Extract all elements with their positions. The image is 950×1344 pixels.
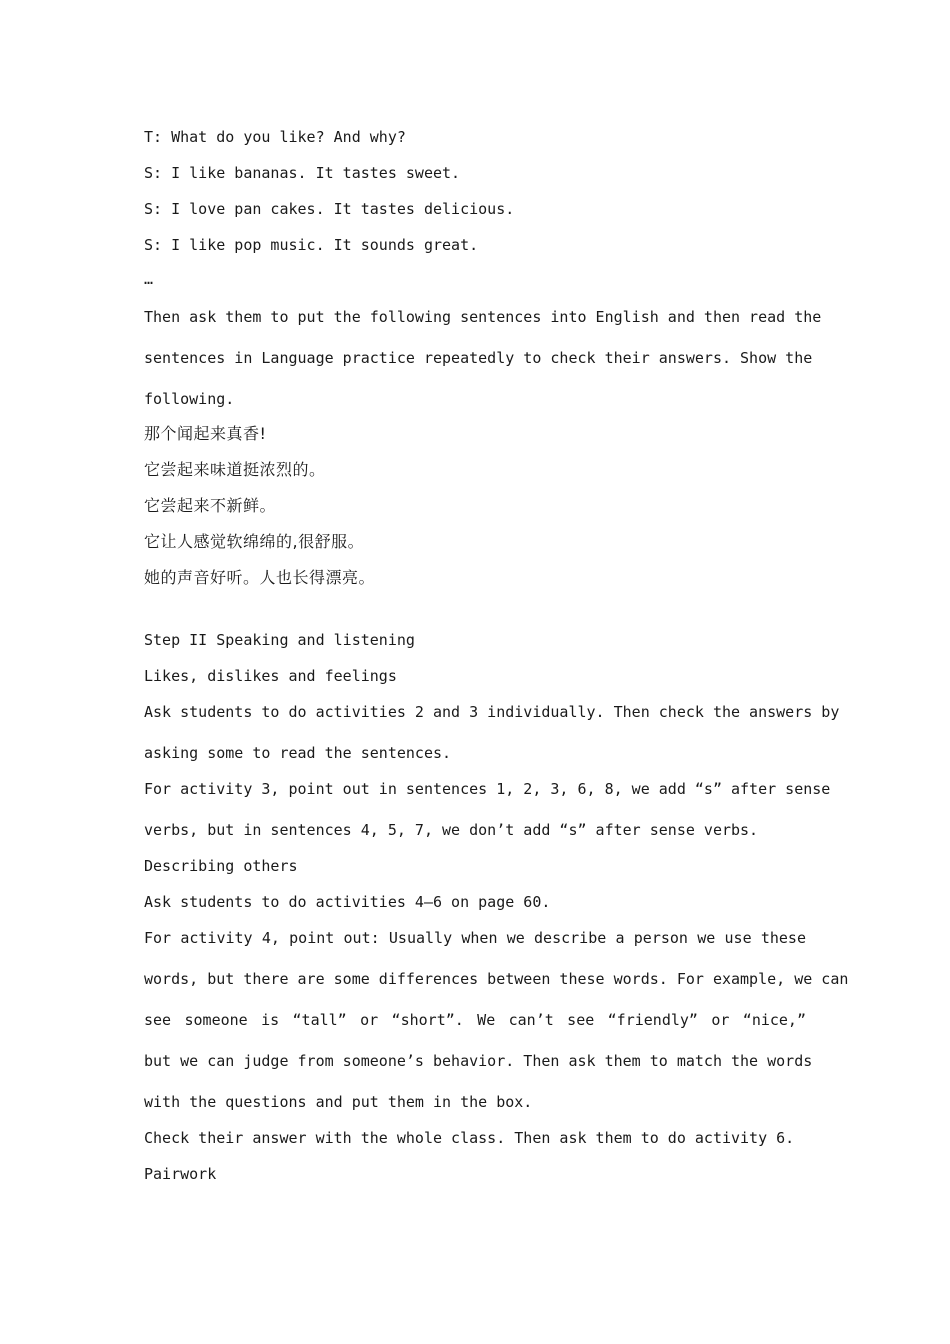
chinese-sentence: 她的声音好听。人也长得漂亮。 bbox=[144, 568, 376, 587]
paragraph-line: following. bbox=[144, 390, 235, 408]
subheading: Likes, dislikes and feelings bbox=[144, 667, 397, 685]
subheading: Describing others bbox=[144, 857, 298, 875]
ellipsis-line: … bbox=[144, 270, 154, 288]
paragraph-line: see someone is “tall” or “short”. We can’t see “friendly” or “nice,” bbox=[144, 1011, 806, 1029]
chinese-sentence: 它尝起来不新鲜。 bbox=[144, 496, 277, 515]
paragraph-line: words, but there are some differences between these words. For example, we can bbox=[144, 970, 849, 988]
paragraph-line: Ask students to do activities 2 and 3 individually. Then check the answers by bbox=[144, 703, 840, 721]
subheading: Pairwork bbox=[144, 1165, 217, 1183]
paragraph-line: verbs, but in sentences 4, 5, 7, we don’t add “s” after sense verbs. bbox=[144, 821, 759, 839]
chinese-sentence: 它让人感觉软绵绵的,很舒服。 bbox=[144, 532, 365, 551]
paragraph-line: Ask students to do activities 4—6 on page 60. bbox=[144, 893, 551, 911]
paragraph-line: For activity 3, point out in sentences 1, 2, 3, 6, 8, we add “s” after sense bbox=[144, 780, 831, 798]
paragraph-line: Check their answer with the whole class. Then ask them to do activity 6. bbox=[144, 1129, 795, 1147]
chinese-sentence: 那个闻起来真香! bbox=[144, 424, 267, 443]
section-heading: Step II Speaking and listening bbox=[144, 631, 415, 649]
paragraph-line: Then ask them to put the following sentences into English and then read the bbox=[144, 308, 822, 326]
paragraph-line: sentences in Language practice repeatedly to check their answers. Show the bbox=[144, 349, 813, 367]
paragraph-line: asking some to read the sentences. bbox=[144, 744, 452, 762]
dialogue-line: T: What do you like? And why? bbox=[144, 128, 406, 146]
chinese-sentence: 它尝起来味道挺浓烈的。 bbox=[144, 460, 326, 479]
paragraph-line: For activity 4, point out: Usually when we describe a person we use these bbox=[144, 929, 806, 947]
dialogue-line: S: I love pan cakes. It tastes delicious. bbox=[144, 200, 515, 218]
paragraph-line: but we can judge from someone’s behavior. Then ask them to match the words bbox=[144, 1052, 813, 1070]
dialogue-line: S: I like bananas. It tastes sweet. bbox=[144, 164, 461, 182]
dialogue-line: S: I like pop music. It sounds great. bbox=[144, 236, 479, 254]
paragraph-line: with the questions and put them in the box. bbox=[144, 1093, 533, 1111]
